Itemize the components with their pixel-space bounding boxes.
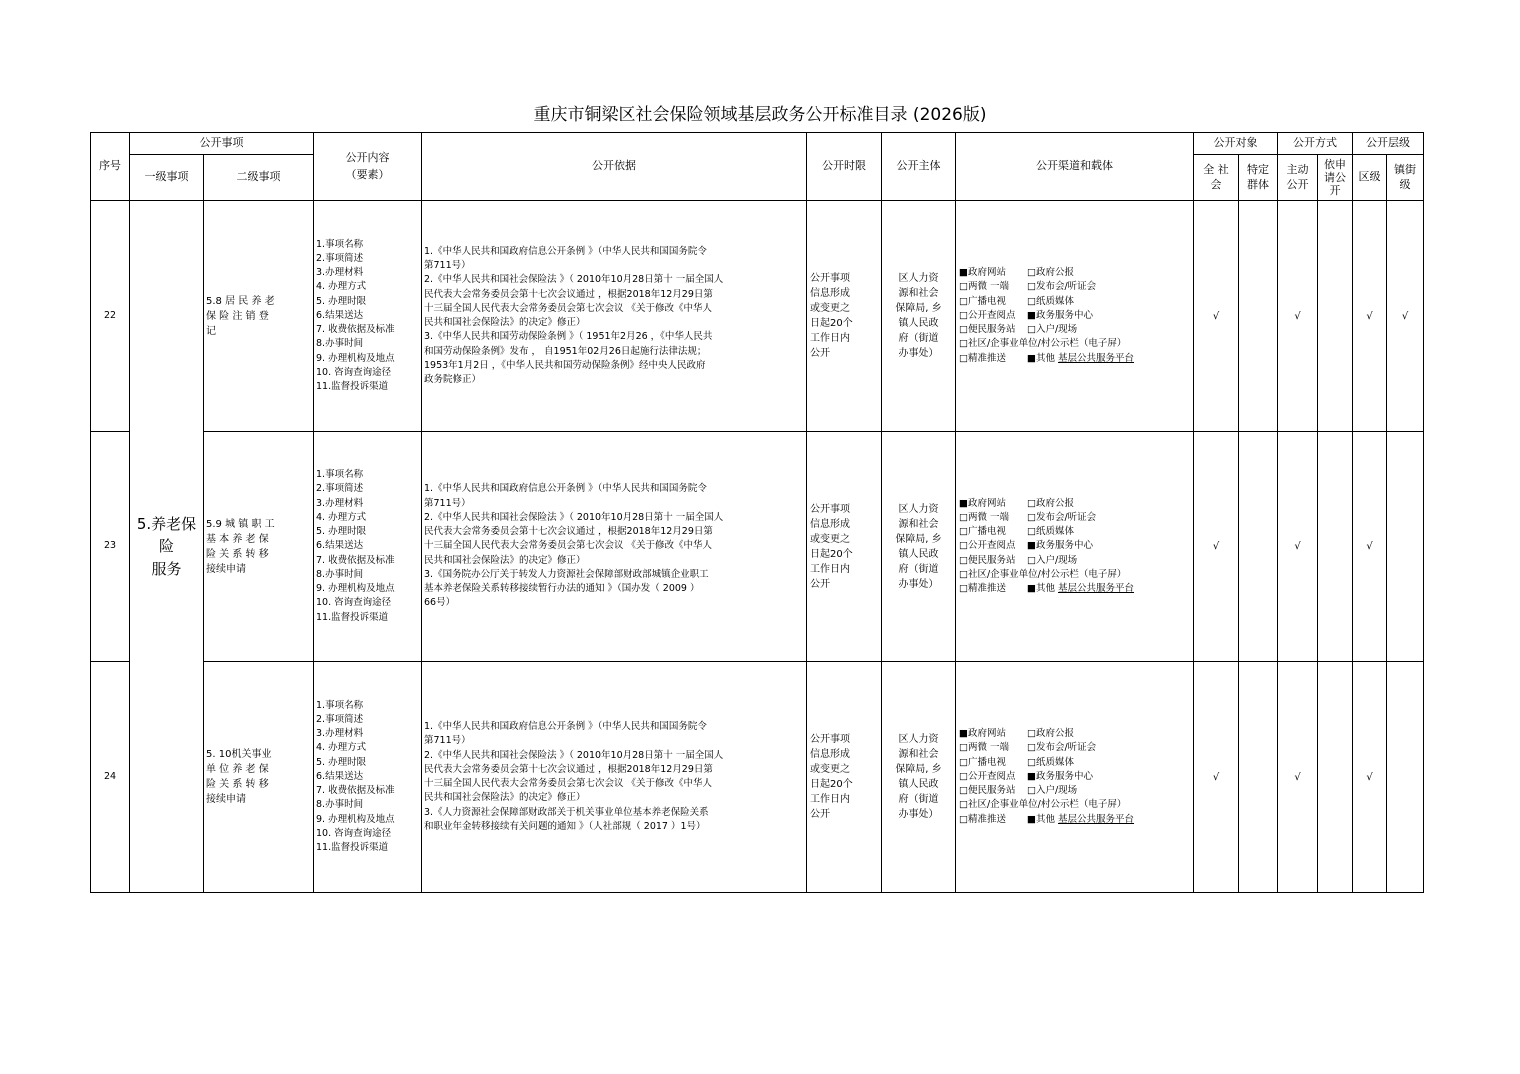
header-level1: 一级事项 [130,155,204,201]
header-time: 公开时限 [807,133,882,201]
header-target: 公开对象 [1194,133,1278,155]
header-matters: 公开事项 [130,133,314,155]
header-method: 公开方式 [1278,133,1353,155]
table-row [91,201,1424,432]
content-items: 1.事项名称 2.事项简述 3.办理材料 4. 办理方式 5. 办理时限 6.结果送达 7. 收费依据及标准 8.办事时间 9. 办理机构及地点 10. 咨询查询途径 11.监督投诉渠道 [314,201,422,432]
table-row [91,662,1424,893]
header-level-district: 区级 [1353,155,1387,201]
content-items: 1.事项名称 2.事项简述 3.办理材料 4. 办理方式 5. 办理时限 6.结果送达 7. 收费依据及标准 8.办事时间 9. 办理机构及地点 10. 咨询查询途径 11.监督投诉渠道 [314,432,422,662]
time-limit: 公开事项 信息形成 或变更之 日起20个 工作日内 公开 [807,432,882,662]
channels: ■政府网站 □政府公报 □两微 一端 □发布会/听证会 □广播电视 □纸质媒体 □公开查阅点 ■政务服务中心 □便民服务站 □入户/现场 □社区/企事业单位/村公示栏（电子屏） □精准推送 ■其他 基层公共服务平台 [956,432,1194,662]
time-limit: 公开事项 信息形成 或变更之 日起20个 工作日内 公开 [807,662,882,893]
page-title: 重庆市铜梁区社会保险领域基层政务公开标准目录 (2026版) [533,105,987,125]
header-level-town: 镇街 级 [1387,155,1424,201]
agency: 区人力资 源和社会 保障局, 乡 镇人民政 府（街道 办事处） [882,201,956,432]
check-level-district: √ [1353,662,1387,893]
row-seq: 23 [91,432,130,662]
header-subject: 公开主体 [882,133,956,201]
check-target-all: √ [1194,201,1239,432]
basis-text: 1.《中华人民共和国政府信息公开条例 》（中华人民共和国国务院令 第711号） 2.《中华人民共和国社会保险法 》（ 2010年10月28日第十 一届全国人 民代表大会常务委员会第十七次会议通过 ，根据2018年12月29日第 十三届全国人民代表大会常务委员会第七次会议 《关于修改《中华人 民共和国社会保险法》的决定》修正） 3.《人力资源社会保障部财政部关于机关事业单位基本养老保险关系 和职业年金转移接续有关问题的通知 》（人社部规（ 2017 ）1号） [422,662,807,893]
check-method-active: √ [1278,201,1318,432]
check-method-active: √ [1278,662,1318,893]
check-target-specific [1239,201,1278,432]
row-seq: 24 [91,662,130,893]
check-level-district: √ [1353,432,1387,662]
channels: ■政府网站 □政府公报 □两微 一端 □发布会/听证会 □广播电视 □纸质媒体 □公开查阅点 ■政务服务中心 □便民服务站 □入户/现场 □社区/企事业单位/村公示栏（电子屏） □精准推送 ■其他 基层公共服务平台 [956,662,1194,893]
check-target-all: √ [1194,662,1239,893]
check-method-active: √ [1278,432,1318,662]
agency: 区人力资 源和社会 保障局, 乡 镇人民政 府（街道 办事处） [882,432,956,662]
check-method-apply [1318,662,1353,893]
check-level-town [1387,432,1424,662]
header-method-active: 主动 公开 [1278,155,1318,201]
level2-item: 5.9 城 镇 职 工 基 本 养 老 保 险 关 系 转 移 接续申请 [204,432,314,662]
header-seq: 序号 [91,133,130,201]
basis-text: 1.《中华人民共和国政府信息公开条例 》（中华人民共和国国务院令 第711号） 2.《中华人民共和国社会保险法 》（ 2010年10月28日第十 一届全国人 民代表大会常务委员会第十七次会议通过 ，根据2018年12月29日第 十三届全国人民代表大会常务委员会第七次会议 《关于修改《中华人 民共和国社会保险法》的决定》修正） 3.《国务院办公厅关于转发人力资源社会保障部财政部城镇企业职工 基本养老保险关系转移接续暂行办法的通知 》（国办发（ 2009 ） 66号） [422,432,807,662]
catalog-table [90,132,1424,893]
check-level-town: √ [1387,201,1424,432]
header-target-all: 全 社 会 [1194,155,1239,201]
check-level-district: √ [1353,201,1387,432]
header-target-specific: 特定 群体 [1239,155,1278,201]
header-basis: 公开依据 [422,133,807,201]
header-channel: 公开渠道和载体 [956,133,1194,201]
check-target-specific [1239,432,1278,662]
header-method-apply: 依申 请公 开 [1318,155,1353,201]
level1-item: 5.养老保 险 服务 [130,201,204,893]
check-method-apply [1318,201,1353,432]
check-method-apply [1318,432,1353,662]
time-limit: 公开事项 信息形成 或变更之 日起20个 工作日内 公开 [807,201,882,432]
table-row [91,432,1424,662]
content-items: 1.事项名称 2.事项简述 3.办理材料 4. 办理方式 5. 办理时限 6.结果送达 7. 收费依据及标准 8.办事时间 9. 办理机构及地点 10. 咨询查询途径 11.监督投诉渠道 [314,662,422,893]
row-seq: 22 [91,201,130,432]
header-content: 公开内容 （要素） [314,133,422,201]
level2-item: 5.8 居 民 养 老 保 险 注 销 登 记 [204,201,314,432]
level2-item: 5. 10机关事业 单 位 养 老 保 险 关 系 转 移 接续申请 [204,662,314,893]
channels: ■政府网站 □政府公报 □两微 一端 □发布会/听证会 □广播电视 □纸质媒体 □公开查阅点 ■政务服务中心 □便民服务站 □入户/现场 □社区/企事业单位/村公示栏（电子屏） □精准推送 ■其他 基层公共服务平台 [956,201,1194,432]
header-level: 公开层级 [1353,133,1424,155]
agency: 区人力资 源和社会 保障局, 乡 镇人民政 府（街道 办事处） [882,662,956,893]
header-level2: 二级事项 [204,155,314,201]
check-target-all: √ [1194,432,1239,662]
check-target-specific [1239,662,1278,893]
check-level-town [1387,662,1424,893]
basis-text: 1.《中华人民共和国政府信息公开条例 》（中华人民共和国国务院令 第711号） 2.《中华人民共和国社会保险法 》（ 2010年10月28日第十 一届全国人 民代表大会常务委员会第十七次会议通过 ，根据2018年12月29日第 十三届全国人民代表大会常务委员会第七次会议 《关于修改《中华人 民共和国社会保险法》的决定》修正） 3.《中华人民共和国劳动保险条例 》（ 1951年2月26 ，《中华人民共 和国劳动保险条例》发布 ， 自1951年02月26日起施行法律法规； 1953年1月2日 ，《中华人民共和国劳动保险条例》经中央人民政府 政务院修正） [422,201,807,432]
